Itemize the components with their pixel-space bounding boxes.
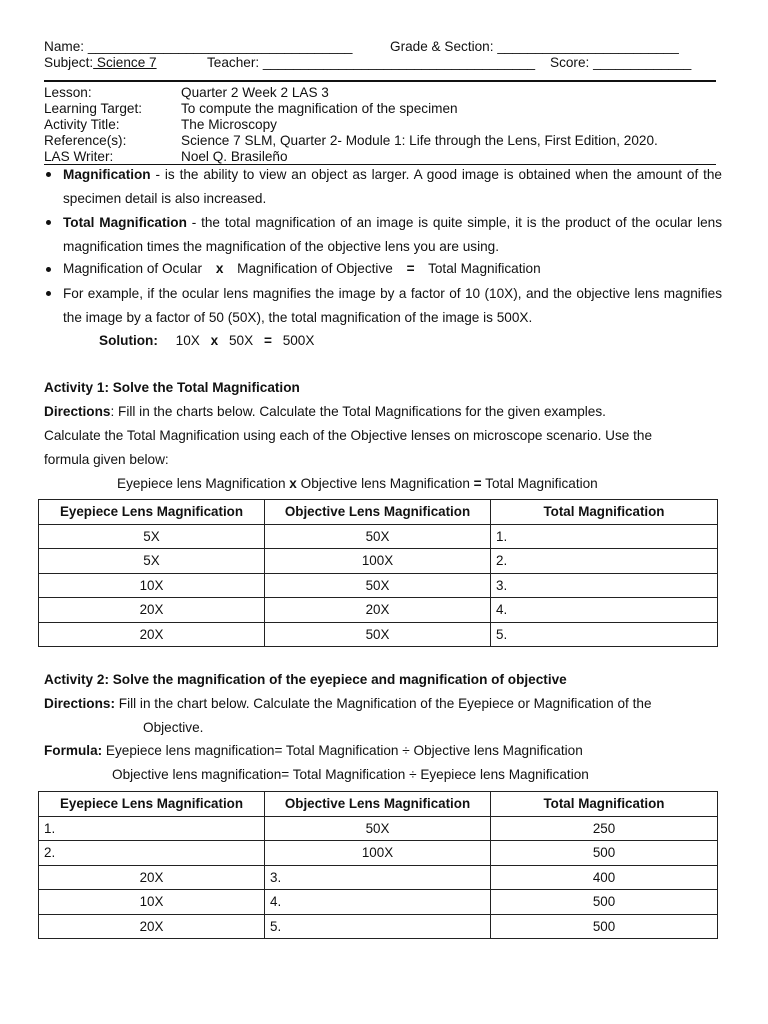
col-header-total: Total Magnification <box>491 500 718 525</box>
formula-equals: = <box>406 261 415 276</box>
solution-c: 500X <box>282 333 315 348</box>
bullet-dot <box>46 172 51 177</box>
activity2-table <box>38 791 718 939</box>
activity1-table <box>38 499 718 647</box>
info-lesson-value: Quarter 2 Week 2 LAS 3 <box>181 85 329 100</box>
cell-eyepiece: 20X <box>39 865 265 890</box>
formula-times: x <box>215 261 224 276</box>
info-reference-label: Reference(s): <box>44 133 127 148</box>
table-header-row <box>39 792 718 817</box>
bullet-example: For example, if the ocular lens magnifies the image by a factor of 10 (10X), and the objective lens magnifies the image by a factor of 50 (50X), the total magnification of the image is 500X. <box>63 286 722 325</box>
def-total-magnification: - the total magnification of an image is quite simple, it is the product of the ocular lens magnification times the magnification of the objective lens you are using. <box>63 215 723 254</box>
cell-objective-answer[interactable]: 3. <box>265 865 491 890</box>
col-header-objective: Objective Lens Magnification <box>265 792 491 817</box>
bullet-total-magnification <box>63 211 722 258</box>
formula-total: Total Magnification <box>428 261 541 276</box>
score-line <box>550 55 691 71</box>
activity2-title: Activity 2: Solve the magnification of the eyepiece and magnification of objective <box>44 672 567 687</box>
bullet-formula-line <box>63 261 541 277</box>
bullet-dot <box>46 291 51 296</box>
cell-eyepiece: 5X <box>39 524 265 549</box>
cell-eyepiece-answer[interactable]: 1. <box>39 816 265 841</box>
info-title-label: Activity Title: <box>44 117 120 132</box>
def-magnification: - is the ability to view an object as larger. A good image is obtained when the amount of the specimen detail is also increased. <box>63 167 722 206</box>
solution-label: Solution: <box>99 333 158 348</box>
table-row <box>39 841 718 866</box>
cell-eyepiece-answer[interactable]: 2. <box>39 841 265 866</box>
info-target-label: Learning Target: <box>44 101 142 116</box>
grade-section-line <box>390 39 679 55</box>
bullet-magnification <box>63 163 722 210</box>
term-total-magnification: Total Magnification <box>63 215 187 230</box>
info-writer-label: LAS Writer: <box>44 149 114 164</box>
name-label: Name: <box>44 39 85 54</box>
activity2-formula2: Objective lens magnification= Total Magnification ÷ Eyepiece lens Magnification <box>112 767 589 782</box>
solution-line <box>99 333 314 349</box>
subject-value: Science 7 <box>93 55 157 70</box>
cell-total: 250 <box>491 816 718 841</box>
grade-blank[interactable]: ________________________ <box>497 39 679 54</box>
activity2-directions-cont: Objective. <box>143 720 204 735</box>
activity1-line2: Calculate the Total Magnification using each of the Objective lenses on microscope scenario. Use the <box>44 428 653 443</box>
cell-total-answer[interactable]: 2. <box>491 549 718 574</box>
info-title-value: The Microscopy <box>181 117 277 132</box>
info-reference-value: Science 7 SLM, Quarter 2- Module 1: Life through the Lens, First Edition, 2020. <box>181 133 658 148</box>
table-header-row <box>39 500 718 525</box>
bullet-dot <box>46 267 51 272</box>
cell-eyepiece: 20X <box>39 914 265 939</box>
cell-total: 500 <box>491 914 718 939</box>
teacher-line <box>207 55 535 71</box>
cell-total: 500 <box>491 841 718 866</box>
cell-objective-answer[interactable]: 5. <box>265 914 491 939</box>
cell-objective-answer[interactable]: 4. <box>265 890 491 915</box>
activity1-line3: formula given below: <box>44 452 169 467</box>
activity2-formula-label: Formula: <box>44 743 103 758</box>
table-row <box>39 914 718 939</box>
cell-eyepiece: 10X <box>39 573 265 598</box>
solution-times: x <box>210 333 219 348</box>
activity1-formula-equals: = <box>473 476 482 491</box>
activity1-directions-text: : Fill in the charts below. Calculate the Total Magnifications for the given examples. <box>110 404 606 419</box>
subject-line <box>44 55 157 71</box>
score-label: Score: <box>550 55 590 70</box>
cell-total-answer[interactable]: 1. <box>491 524 718 549</box>
header-divider <box>44 80 716 82</box>
name-line <box>44 39 352 55</box>
activity1-formula-objective: Objective lens Magnification <box>296 476 474 491</box>
info-target-value: To compute the magnification of the specimen <box>181 101 458 116</box>
cell-eyepiece: 20X <box>39 622 265 647</box>
activity2-formula1 <box>44 743 583 759</box>
cell-eyepiece: 20X <box>39 598 265 623</box>
cell-objective: 100X <box>265 549 491 574</box>
activity1-formula-total: Total Magnification <box>481 476 598 491</box>
solution-b: 50X <box>228 333 254 348</box>
activity1-formula-eyepiece: Eyepiece lens Magnification <box>117 476 290 491</box>
cell-objective: 50X <box>265 573 491 598</box>
activity2-directions-label: Directions: <box>44 696 116 711</box>
teacher-label: Teacher: <box>207 55 260 70</box>
solution-equals: = <box>263 333 272 348</box>
activity2-formula1-text: Eyepiece lens magnification= Total Magnification ÷ Objective lens Magnification <box>102 743 583 758</box>
cell-objective: 20X <box>265 598 491 623</box>
formula-objective: Magnification of Objective <box>237 261 393 276</box>
table-row <box>39 865 718 890</box>
cell-objective: 50X <box>265 524 491 549</box>
table-row <box>39 622 718 647</box>
col-header-eyepiece: Eyepiece Lens Magnification <box>39 792 265 817</box>
cell-total: 500 <box>491 890 718 915</box>
cell-total-answer[interactable]: 5. <box>491 622 718 647</box>
activity2-directions <box>44 696 652 712</box>
solution-a: 10X <box>175 333 200 348</box>
table-row <box>39 816 718 841</box>
activity1-directions <box>44 404 606 420</box>
cell-objective: 50X <box>265 622 491 647</box>
cell-objective: 100X <box>265 841 491 866</box>
formula-ocular: Magnification of Ocular <box>63 261 203 276</box>
grade-label: Grade & Section: <box>390 39 494 54</box>
col-header-eyepiece: Eyepiece Lens Magnification <box>39 500 265 525</box>
activity2-directions-text: Fill in the chart below. Calculate the Magnification of the Eyepiece or Magnification of the <box>115 696 652 711</box>
cell-total-answer[interactable]: 3. <box>491 573 718 598</box>
bullet-dot <box>46 220 51 225</box>
table-row <box>39 598 718 623</box>
cell-eyepiece: 10X <box>39 890 265 915</box>
cell-objective: 50X <box>265 816 491 841</box>
teacher-blank[interactable]: ____________________________________ <box>262 55 536 70</box>
term-magnification: Magnification <box>63 167 151 182</box>
table-row <box>39 549 718 574</box>
table-row <box>39 524 718 549</box>
activity1-formula-times: x <box>289 476 297 491</box>
name-blank[interactable]: ___________________________________ <box>87 39 353 54</box>
subject-label: Subject: <box>44 55 94 70</box>
cell-eyepiece: 5X <box>39 549 265 574</box>
col-header-total: Total Magnification <box>491 792 718 817</box>
cell-total-answer[interactable]: 4. <box>491 598 718 623</box>
col-header-objective: Objective Lens Magnification <box>265 500 491 525</box>
cell-total: 400 <box>491 865 718 890</box>
table-row <box>39 573 718 598</box>
info-writer-value: Noel Q. Brasileño <box>181 149 288 164</box>
info-lesson-label: Lesson: <box>44 85 92 100</box>
activity1-title: Activity 1: Solve the Total Magnification <box>44 380 300 395</box>
activity1-directions-label: Directions <box>44 404 111 419</box>
table-row <box>39 890 718 915</box>
activity1-formula <box>117 476 598 492</box>
score-blank[interactable]: _____________ <box>593 55 692 70</box>
